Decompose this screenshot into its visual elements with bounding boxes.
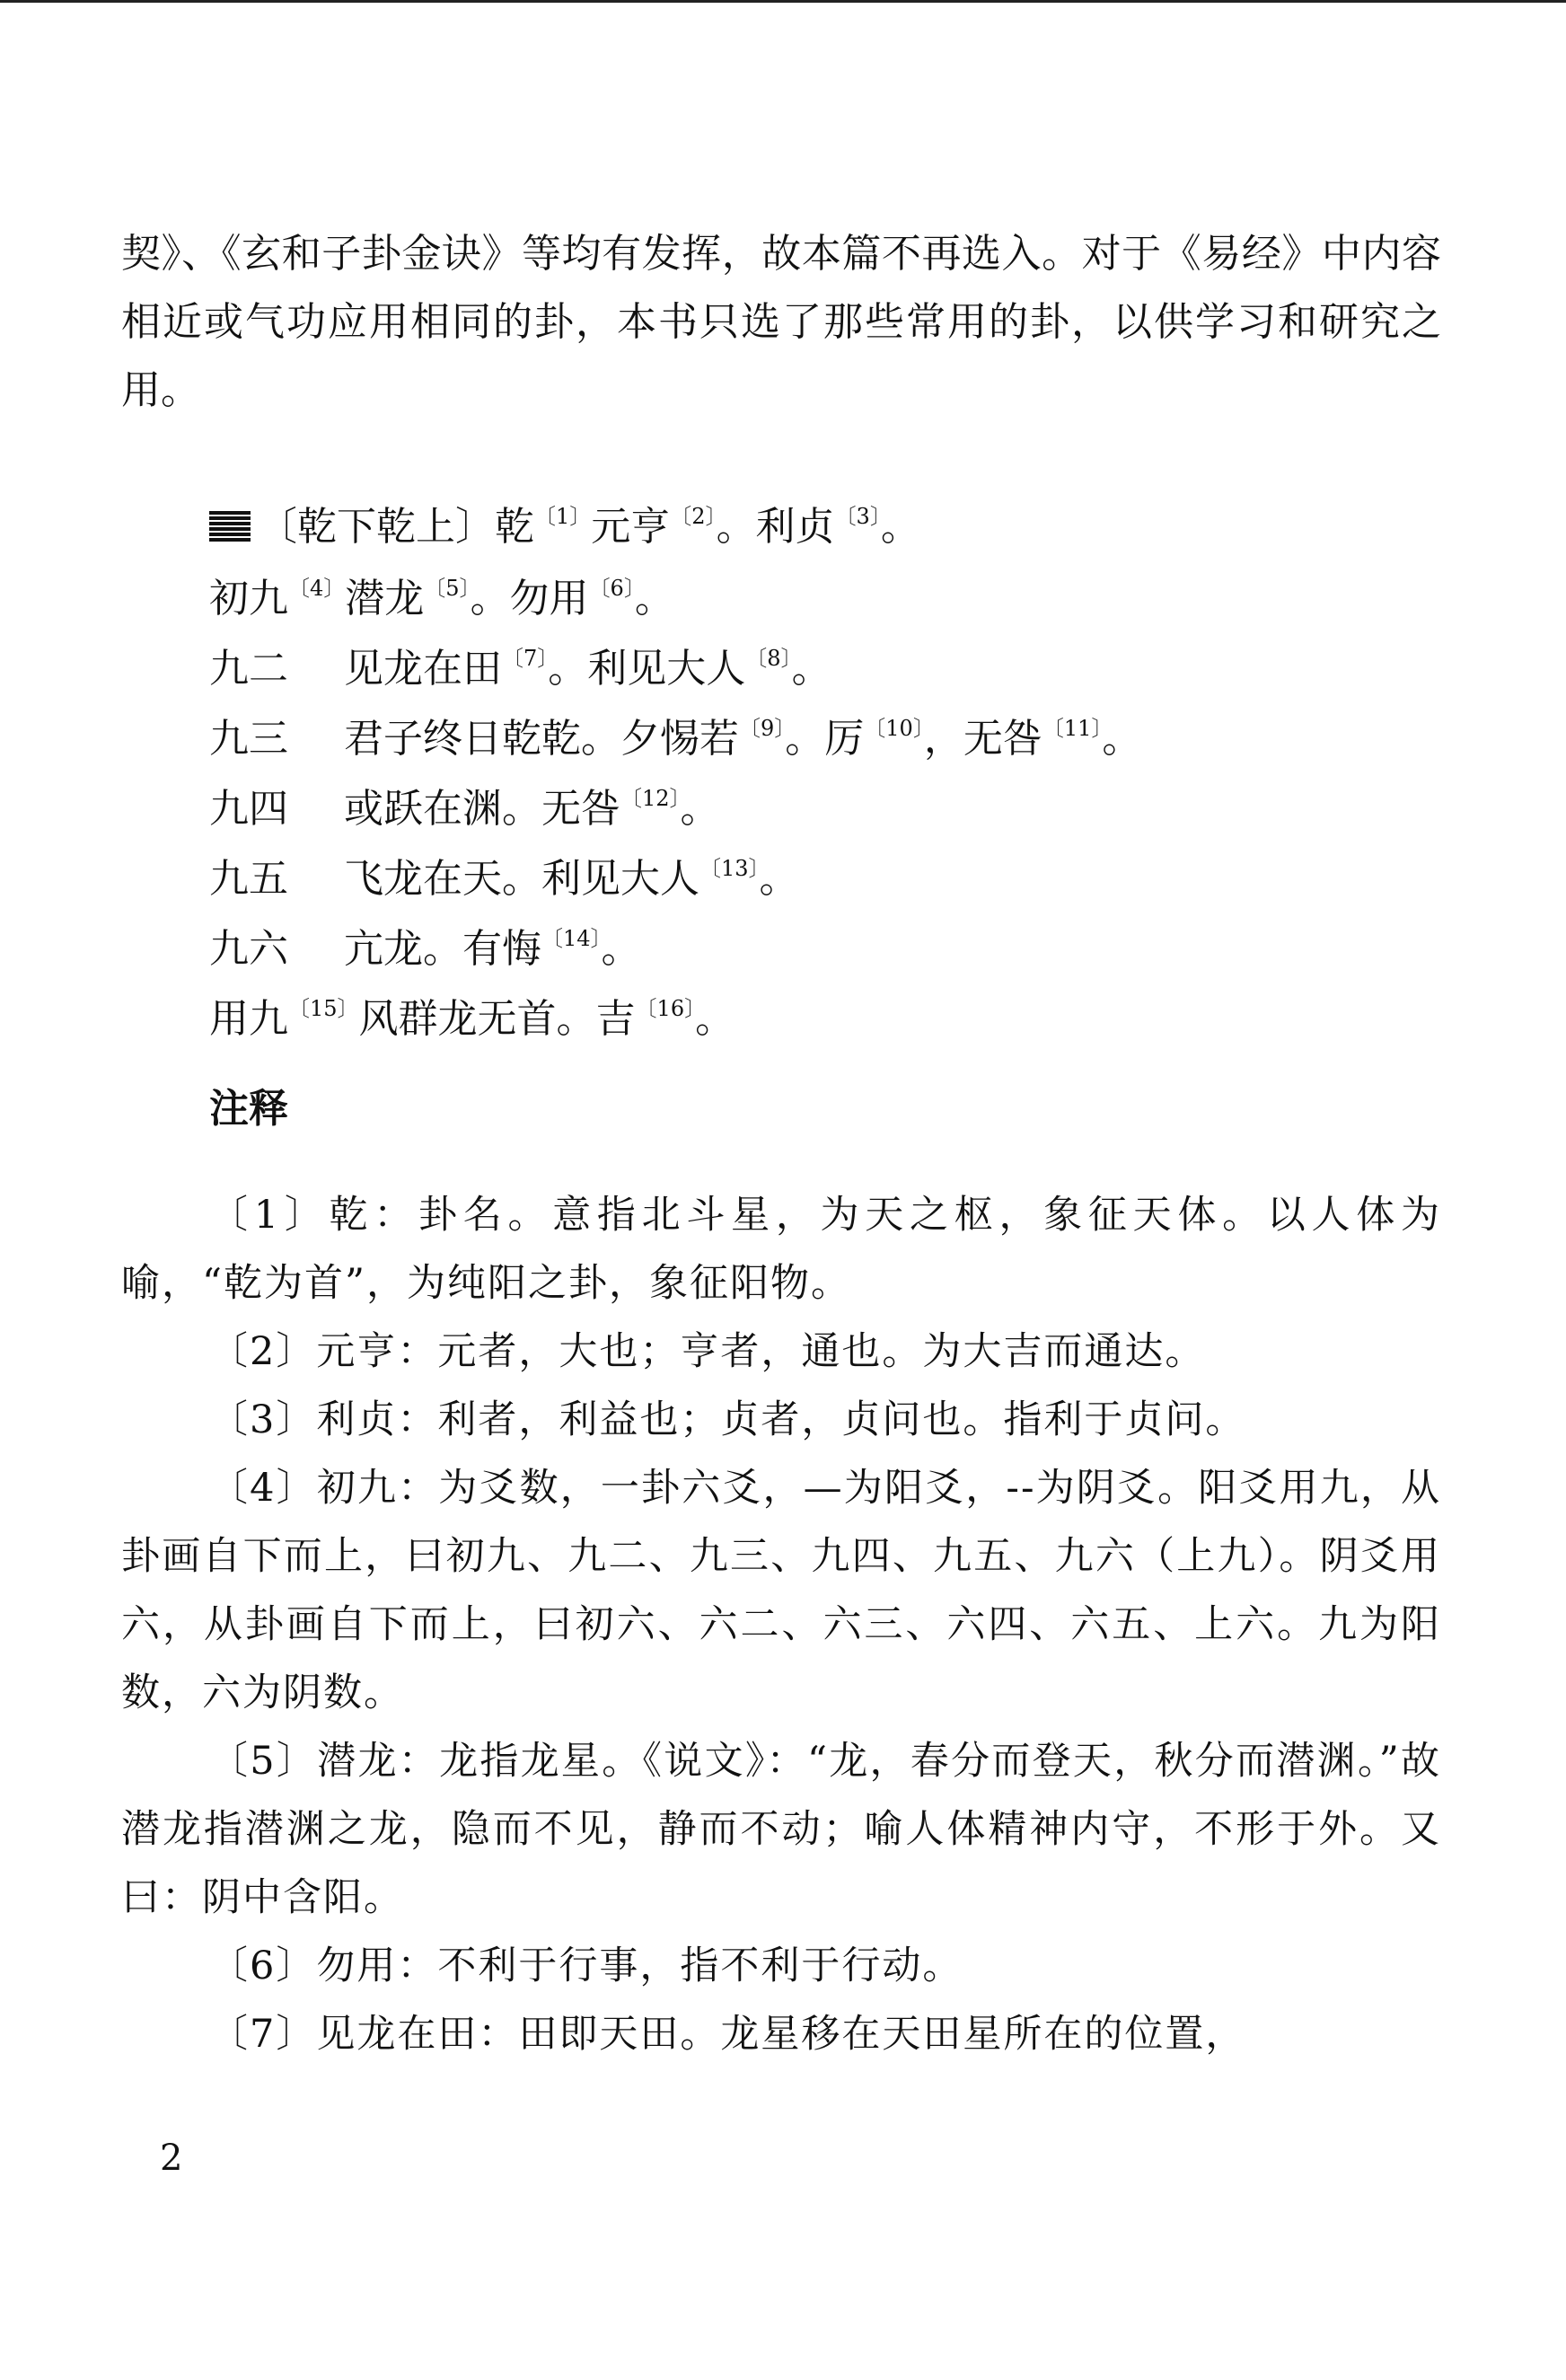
yao-line [209,564,1141,634]
yao-line [209,774,1141,844]
yao-text: 君子终日乾乾。夕惕若 [344,716,739,762]
yao-text: 或跃在渊。无咎 [344,786,620,832]
yao-line [209,984,1141,1054]
hexagram-text-3: 。利贞 [716,504,835,550]
footnote-ref: 〔4〕 [288,576,346,601]
yao-text: 。厉 [785,716,865,762]
yao-position: 九四 [209,786,288,832]
yao-text: 。 [695,996,735,1042]
hexagram-text-1: 〔乾下乾上〕乾 [258,504,534,550]
footnote-ref: 〔16〕 [635,996,696,1021]
yao-position: 九五 [209,856,288,902]
yao-position: 用九 [209,996,288,1042]
note-item: 〔1〕乾：卦名。意指北斗星，为天之枢，象征天体。以人体为喻，“乾为首”，为纯阳之卦，象征阳物。 [121,1193,1441,1306]
yao-text: 。 [791,646,831,692]
footnote-ref: 〔12〕 [620,786,681,811]
intro-text: 契》、《玄和子卦金诀》等均有发挥，故本篇不再选入。对于《易经》中内容相近或气功应用相同的卦，本书只选了那些常用的卦，以供学习和研究之用。 [121,231,1441,413]
footnote-ref: 〔8〕 [745,646,792,671]
hexagram-title-line [209,498,920,556]
note-item: 〔6〕勿用：不利于行事，指不利于行动。 [209,1944,963,1988]
yao-text: ，无咎 [923,716,1043,762]
yao-text: 飞龙在天。利见大人 [344,856,699,902]
yao-text: 。勿用 [470,576,589,621]
note-item: 〔2〕元亨：元者，大也；亨者，通也。为大吉而通达。 [209,1329,1206,1374]
footnote-ref: 〔1〕 [534,504,592,529]
footnote-ref: 〔7〕 [502,646,549,671]
qian-hexagram-icon [209,511,251,543]
yao-line [209,914,1141,984]
note-item: 〔5〕潜龙：龙指龙星。《说文》：“龙，春分而登天，秋分而潜渊。”故潜龙指潜渊之龙，隐而不见，静而不动；喻人体精神内守，不形于外。又曰：阴中含阳。 [121,1739,1441,1920]
yao-text: 见龙在田 [344,646,502,692]
footnote-ref: 〔2〕 [670,504,717,529]
footnote-ref: 〔3〕 [834,504,881,529]
yao-line [209,844,1141,914]
hexagram-text-4: 。 [880,504,920,550]
yao-position: 九二 [209,646,288,692]
footnote-ref: 〔6〕 [588,576,635,601]
note-item: 〔3〕利贞：利者，利益也；贞者，贞问也。指利于贞问。 [209,1397,1246,1442]
yao-lines [209,564,1141,1054]
footnote-ref: 〔10〕 [864,716,924,741]
note-item: 〔7〕见龙在田：田即天田。龙星移在天田星所在的位置， [209,2012,1246,2057]
footnote-ref: 〔15〕 [288,996,359,1021]
yao-text: 。 [601,926,641,972]
yao-line [209,704,1141,774]
yao-text: 潜龙 [345,576,425,621]
yao-text: 。 [1102,716,1142,762]
yao-line [209,634,1141,704]
yao-position: 初九 [209,576,288,621]
yao-text: 。 [759,856,799,902]
footnote-ref: 〔11〕 [1042,716,1103,741]
footnote-ref: 〔9〕 [739,716,786,741]
yao-text: 。 [634,576,674,621]
note-item: 〔4〕初九：为爻数，一卦六爻，—为阳爻，--为阴爻。阳爻用九，从卦画自下而上，曰初九、九二、九三、九四、九五、九六（上九）。阴爻用六，从卦画自下而上，曰初六、六二、六三、六四、六五、上六。九为阳数，六为阴数。 [121,1466,1441,1715]
yao-text: 亢龙。有悔 [344,926,541,972]
intro-paragraph [121,220,1441,425]
footnote-ref: 〔13〕 [699,856,760,881]
footnote-ref: 〔14〕 [541,926,602,951]
yao-position: 九三 [209,716,288,762]
yao-text: 。 [680,786,720,832]
yao-text: 风群龙无首。吉 [358,996,636,1042]
yao-position: 九六 [209,926,288,972]
notes-section [121,1181,1441,2068]
page-number: 2 [160,2138,183,2179]
hexagram-text-2: 元亨 [591,504,671,550]
footnote-ref: 〔5〕 [424,576,471,601]
notes-heading: 注释 [209,1086,288,1132]
yao-text: 。利见大人 [548,646,746,692]
